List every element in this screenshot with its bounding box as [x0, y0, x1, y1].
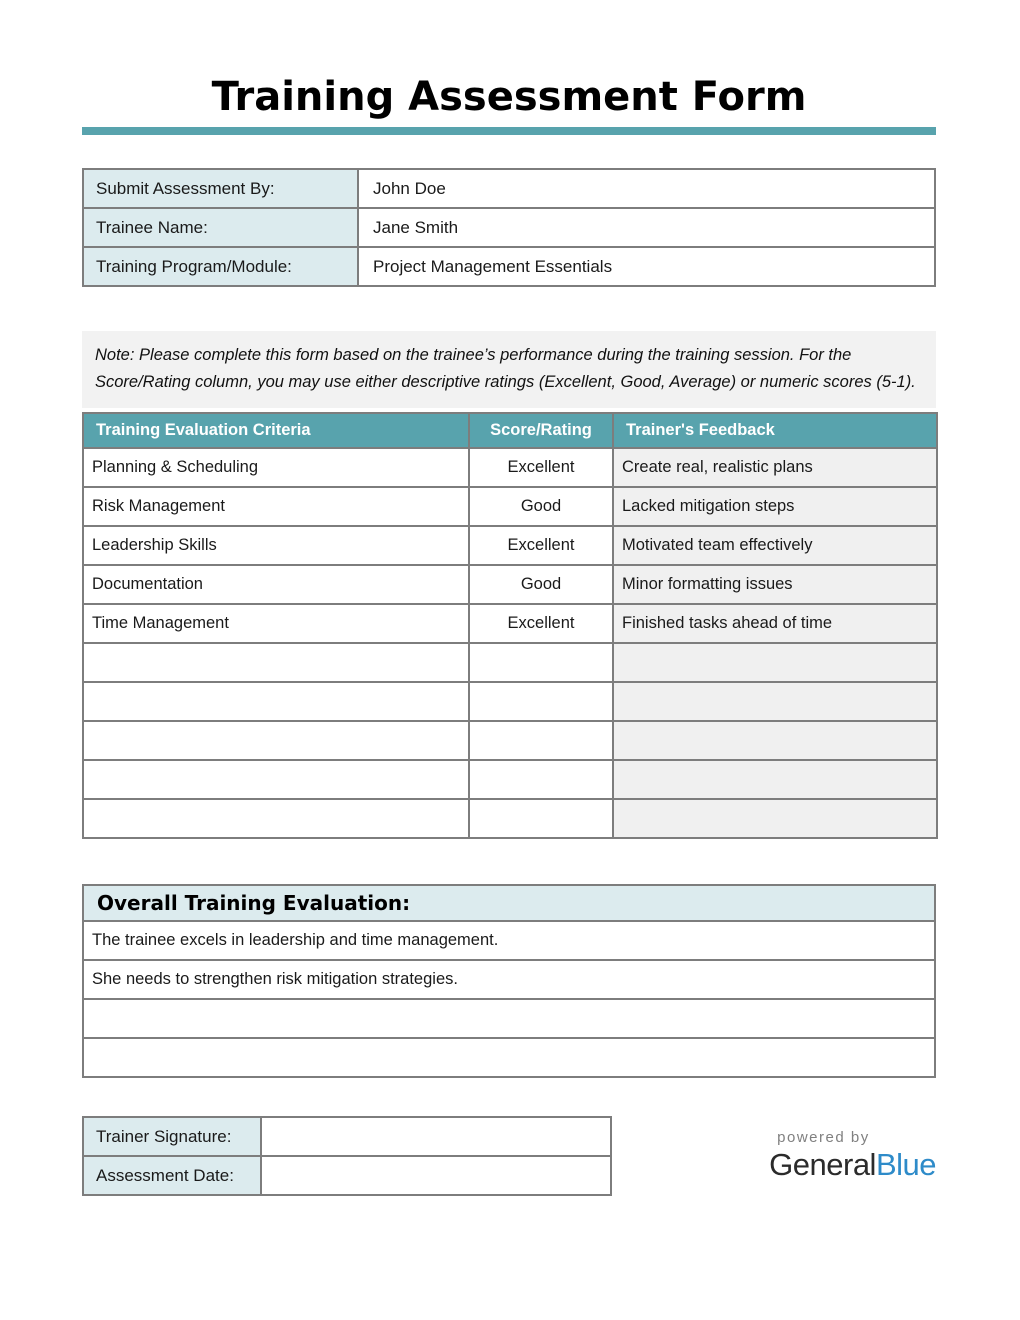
criteria-cell: Planning & Scheduling — [83, 448, 469, 487]
table-row — [83, 169, 935, 208]
note-text: Note: Please complete this form based on the trainee’s performance during the training session. For the Score/Rating column, you may use either descriptive ratings (Excellent, Good, Average) or numeric scores (5-1). — [82, 331, 936, 408]
score-cell: Excellent — [469, 526, 613, 565]
evaluation-table-header-row — [83, 413, 937, 448]
info-value-training-program: Project Management Essentials — [358, 247, 935, 286]
criteria-cell — [83, 721, 469, 760]
criteria-cell: Risk Management — [83, 487, 469, 526]
criteria-cell — [83, 760, 469, 799]
table-row — [83, 1156, 611, 1195]
brand-general-text: General — [769, 1147, 876, 1183]
assessment-date-label: Assessment Date: — [83, 1156, 261, 1195]
score-cell: Excellent — [469, 448, 613, 487]
feedback-cell — [613, 721, 937, 760]
overall-evaluation-line-empty — [82, 1039, 936, 1078]
table-row — [83, 448, 937, 487]
criteria-cell: Time Management — [83, 604, 469, 643]
signature-table — [82, 1116, 612, 1196]
feedback-cell: Minor formatting issues — [613, 565, 937, 604]
powered-by-text: powered by — [777, 1129, 870, 1147]
overall-evaluation-line: The trainee excels in leadership and time management. — [82, 922, 936, 961]
info-label-training-program: Training Program/Module: — [83, 247, 358, 286]
criteria-cell: Documentation — [83, 565, 469, 604]
feedback-cell: Lacked mitigation steps — [613, 487, 937, 526]
score-cell: Good — [469, 487, 613, 526]
table-row-empty — [83, 682, 937, 721]
table-row-empty — [83, 799, 937, 838]
feedback-cell — [613, 760, 937, 799]
table-row — [83, 604, 937, 643]
generalblue-logo — [769, 1129, 936, 1183]
table-row — [83, 487, 937, 526]
table-row-empty — [83, 643, 937, 682]
brand-wordmark — [769, 1147, 936, 1183]
info-table — [82, 168, 936, 287]
evaluation-table — [82, 412, 938, 839]
column-header-score: Score/Rating — [469, 413, 613, 448]
score-cell — [469, 760, 613, 799]
criteria-cell — [83, 643, 469, 682]
table-row — [83, 247, 935, 286]
table-row — [83, 565, 937, 604]
feedback-cell — [613, 643, 937, 682]
table-row-empty — [83, 721, 937, 760]
trainer-signature-field — [261, 1117, 611, 1156]
info-value-submit-by: John Doe — [358, 169, 935, 208]
criteria-cell: Leadership Skills — [83, 526, 469, 565]
trainer-signature-label: Trainer Signature: — [83, 1117, 261, 1156]
table-row-empty — [83, 760, 937, 799]
info-value-trainee-name: Jane Smith — [358, 208, 935, 247]
brand-blue-text: Blue — [875, 1147, 936, 1183]
score-cell: Excellent — [469, 604, 613, 643]
table-row — [83, 208, 935, 247]
title-divider — [82, 127, 936, 135]
criteria-cell — [83, 799, 469, 838]
score-cell — [469, 721, 613, 760]
overall-evaluation-section — [82, 884, 936, 1078]
score-cell — [469, 799, 613, 838]
criteria-cell — [83, 682, 469, 721]
feedback-cell: Create real, realistic plans — [613, 448, 937, 487]
table-row — [83, 1117, 611, 1156]
table-row — [83, 526, 937, 565]
feedback-cell: Motivated team effectively — [613, 526, 937, 565]
score-cell — [469, 643, 613, 682]
column-header-criteria: Training Evaluation Criteria — [83, 413, 469, 448]
info-label-trainee-name: Trainee Name: — [83, 208, 358, 247]
overall-evaluation-line-empty — [82, 1000, 936, 1039]
score-cell — [469, 682, 613, 721]
footer — [82, 1116, 936, 1196]
info-label-submit-by: Submit Assessment By: — [83, 169, 358, 208]
overall-evaluation-title: Overall Training Evaluation: — [82, 884, 936, 922]
feedback-cell — [613, 682, 937, 721]
page-title: Training Assessment Form — [211, 74, 807, 120]
score-cell: Good — [469, 565, 613, 604]
feedback-cell — [613, 799, 937, 838]
assessment-date-field — [261, 1156, 611, 1195]
overall-evaluation-line: She needs to strengthen risk mitigation strategies. — [82, 961, 936, 1000]
feedback-cell: Finished tasks ahead of time — [613, 604, 937, 643]
column-header-feedback: Trainer's Feedback — [613, 413, 937, 448]
